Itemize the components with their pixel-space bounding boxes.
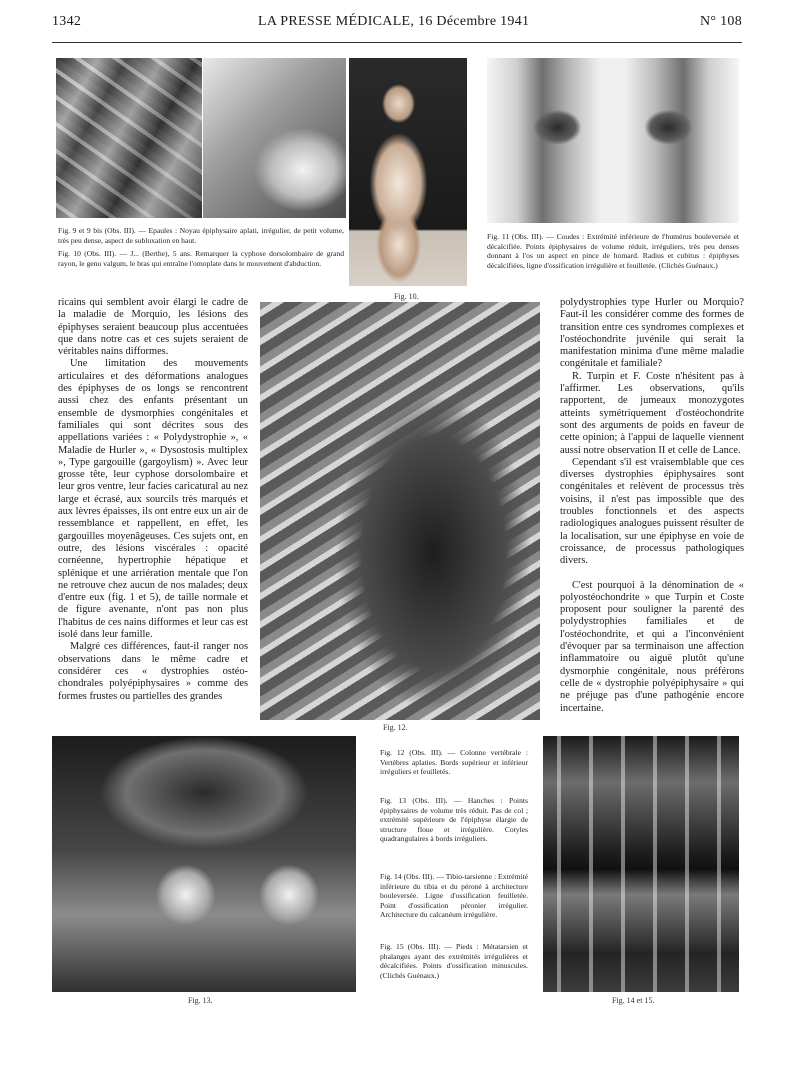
right-paragraph-1: polydystrophies type Hurler ou Morquio? Faut-il les considérer comme des formes de transition entre ces syndromes complexes et l'ostéochondrite juvénile qui serait la manifestation minima d'une même maladie congénitale et familiale? — [560, 297, 744, 370]
elbow-xray-image — [487, 58, 739, 223]
left-paragraph-3: Malgré ces différences, faut-il ranger nos observations dans le même cadre et considérer ces « dystrophies ostéo-chondrales polyépiphysaires » comme des formes frustes ou partielles des grandes — [58, 641, 248, 702]
child-photo-image — [349, 58, 467, 286]
fig10-caption: Fig. 10 (Obs. III). — J... (Berthe), 5 ans. Remarquer la cyphose dorsolombaire de grand rayon, le genu valgum, le bras qui entraîne l'omoplate dans le mouvement d'abduction. — [58, 249, 344, 268]
fig10-label: Fig. 10. — [394, 292, 419, 301]
fig9-caption: Fig. 9 et 9 bis (Obs. III). — Epaules : Noyau épiphysaire aplati, irrégulier, de petit volume, très peu dense, aspect de subluxation en haut. — [58, 226, 344, 245]
right-text-column — [560, 297, 744, 715]
fig15-caption: Fig. 15 (Obs. III). — Pieds : Métatarsien et phalanges ayant des extrémités irrégulières et décalcifiées. Points d'ossification minuscules. (Clichés Guénaux.) — [380, 942, 528, 980]
ankle-feet-xray-image — [543, 736, 739, 992]
fig14-caption: Fig. 14 (Obs. III). — Tibio-tarsienne : Extrémité inférieure du tibia et du péroné à architecture bouleversée. Ligne d'ossification feuilletée. Point d'ossification péronier irrégulier. Architecture du calcanéum irrégulière. — [380, 872, 528, 920]
right-paragraph-3: Cependant s'il est vraisemblable que ces diverses dystrophies épiphysaires sont congénitales et relèvent de processus très voisins, il n'est pas impossible que des troubles fonctionnels et des aspects radiologiques analogues puissent résulter de la localisation, sur une épiphyse en voie de croissance, de processus pathologiques divers. — [560, 456, 744, 567]
fig12-caption: Fig. 12 (Obs. III). — Colonne vertébrale : Vertèbres aplaties. Bords supérieur et inférieur irréguliers et feuilletés. — [380, 748, 528, 777]
shoulder-xray-image — [56, 58, 202, 218]
fig12-label: Fig. 12. — [383, 723, 408, 732]
left-paragraph-2: Une limitation des mouvements articulaires et des déformations analogues des épiphyses de os longs se rencontrent aussi chez des enfants présentant un ensemble de dysmorphies congénitales et familiales qui sont décrites sous des appellations variées : « Polydystrophie », « Maladie de Hurler », « Dysostosis multiplex », Type gargouille (gargoylism) ». Avec leur grosse tête, leur cyphose dorsolombaire et leur gros ventre, leur facies caricatural au nez large et écrasé, aux sourcils très marqués et aux lèvres épaisses, ils ont entre eux un air de ressemblance et rappellent, en effet, les gargouilles moyenâgeuses. Ces sujets ont, en outre, des lésions viscérales : opacité cornéenne, hypertrophie hépatique et splénique et une arriération mentale que l'on ne retrouve chez aucun de nos malades; deux d'entre eux (fig. 1 et 5), de taille normale et de figure avenante, n'ont pas non plus l'habitus de ces nains difformes et leur cas est isolé dans leur famille. — [58, 358, 248, 641]
fig11-caption: Fig. 11 (Obs. III). — Coudes : Extrémité inférieure de l'humérus bouleversée et décalcifiée. Points épiphysaires de volume réduit, irréguliers, très peu denses donnant à l'os un aspect en pince de homard. Radius et cubitus : épiphyses décalcifiées, ligne d'ossification irrégulière et feuilletée. (Clichés Guénaux.) — [487, 232, 739, 270]
left-text-column — [58, 297, 248, 703]
pelvis-xray-image — [52, 736, 356, 992]
fig14-15-label: Fig. 14 et 15. — [612, 996, 655, 1005]
issue-number: N° 108 — [700, 14, 743, 29]
journal-title: LA PRESSE MÉDICALE, 16 Décembre 1941 — [258, 14, 530, 29]
right-paragraph-2: R. Turpin et F. Coste n'hésitent pas à l'affirmer. Les observations, qu'ils rapportent, de jumeaux monozygotes atteints symétriquement d'ostéochondrite sont des arguments de poids en faveur de cette opinion; à l'appui de laquelle viennent aussi notre observation II et celle de Lance. — [560, 370, 744, 456]
fig13-label: Fig. 13. — [188, 996, 213, 1005]
spine-xray-image — [260, 302, 540, 720]
page-number: 1342 — [52, 14, 82, 29]
shoulder-xray-bis-image — [203, 58, 346, 218]
left-paragraph-1: ricains qui semblent avoir élargi le cadre de la maladie de Morquio, les lésions des épiphyses seraient beaucoup plus accentuées que dans notre cas et ces sujets seraient de véritables nains difformes. — [58, 297, 248, 358]
fig13-caption: Fig. 13 (Obs. III). — Hanches : Points épiphysaires de volume très réduit. Pas de col ; extrémité supérieure de l'épiphyse élargie de structure floue et irrégulière. Cotyles quadrangulaires à bords irréguliers. — [380, 796, 528, 844]
right-paragraph-4: C'est pourquoi à la dénomination de « polyostéochondrite » que Turpin et Coste proposent pour souligner la parenté des polydystrophies familiales et de l'ostéochondrite, et qui a l'inconvénient d'évoquer par sa terminaison une affection inflammatoire ou aiguë plutôt qu'une dysmorphie congénitale, nous préférons celle de « dystrophie polyépiphysaire » qui ne préjuge pas d'une pathogénie encore incertaine. — [560, 579, 744, 714]
header-rule — [52, 42, 742, 43]
